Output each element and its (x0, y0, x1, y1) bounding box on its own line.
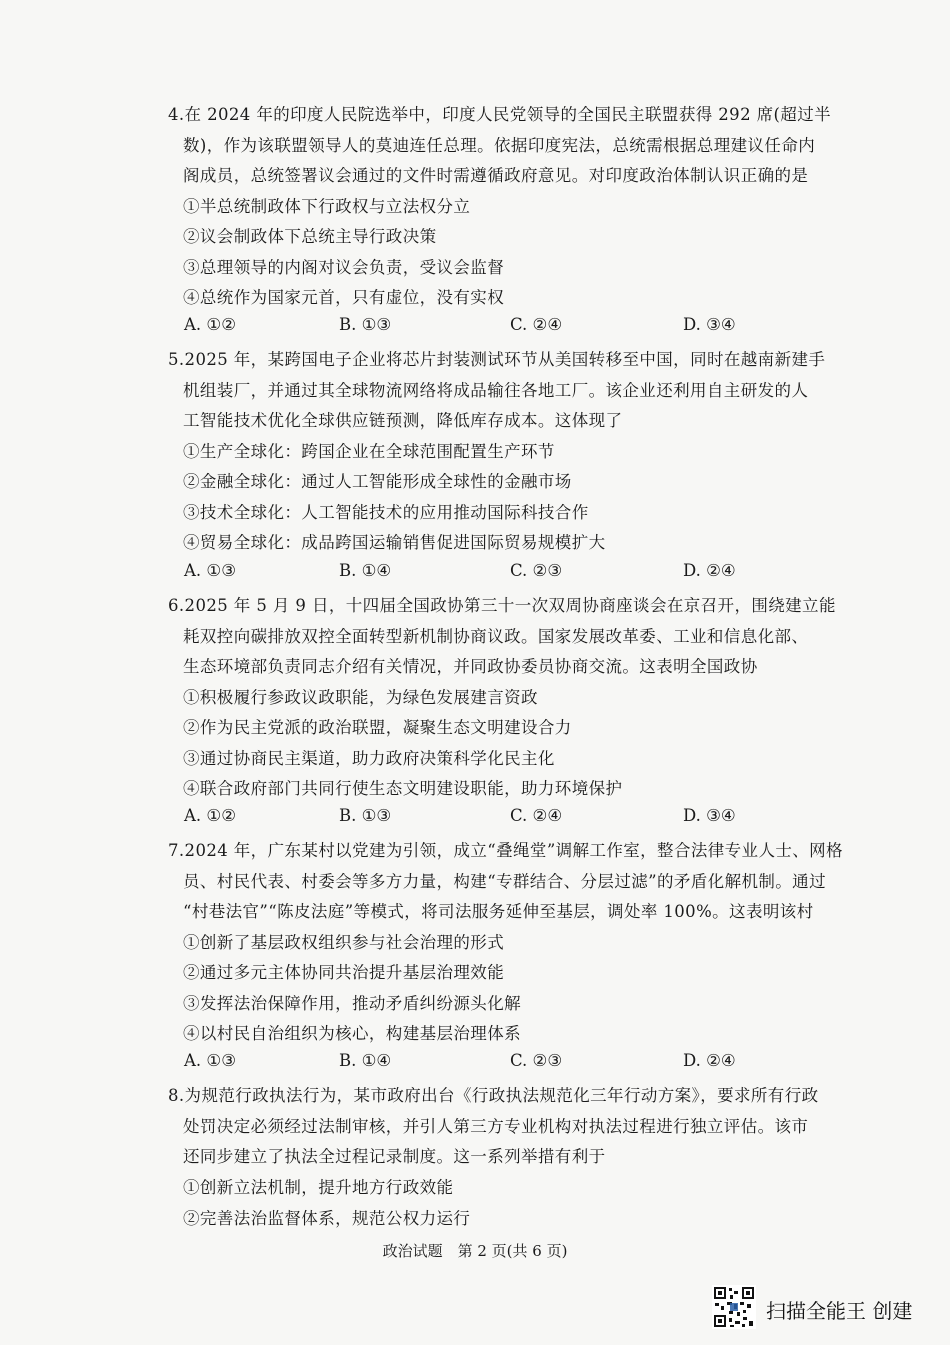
question-4-options (184, 315, 784, 339)
question-5-stem-line-3: 工智能技术优化全球供应链预测，降低库存成本。这体现了 (183, 411, 623, 430)
question-5-item-1: ①生产全球化：跨国企业在全球范围配置生产环节 (183, 442, 555, 461)
option-d: D. ③④ (683, 806, 736, 825)
question-8-item-1: ①创新立法机制，提升地方行政效能 (183, 1178, 454, 1197)
page-footer: 政治试题 第 2 页(共 6 页) (382, 1242, 568, 1260)
scanner-watermark (712, 1285, 942, 1331)
question-4-item-4: ④总统作为国家元首，只有虚位，没有实权 (183, 288, 505, 307)
qr-code-icon (712, 1285, 756, 1329)
question-6-stem-line-1: 6.2025 年 5 月 9 日，十四届全国政协第三十一次双周协商座谈会在京召开，围绕建立能 (168, 596, 836, 615)
question-4-stem-line-1: 4.在 2024 年的印度人民院选举中，印度人民党领导的全国民主联盟获得 292 席(超过半 (168, 105, 832, 124)
question-8-stem-line-3: 还同步建立了执法全过程记录制度。这一系列举措有利于 (183, 1147, 606, 1166)
question-7-item-4: ④以村民自治组织为核心，构建基层治理体系 (183, 1024, 521, 1043)
question-5-stem-line-2: 机组装厂，并通过其全球物流网络将成品输往各地工厂。该企业还利用自主研发的人 (183, 381, 809, 400)
question-6-stem-line-2: 耗双控向碳排放双控全面转型新机制协商议政。国家发展改革委、工业和信息化部、 (183, 627, 809, 646)
question-6-item-1: ①积极履行参政议政职能，为绿色发展建言资政 (183, 688, 538, 707)
option-d: D. ②④ (683, 1051, 736, 1070)
question-6-item-4: ④联合政府部门共同行使生态文明建设职能，助力环境保护 (183, 779, 623, 798)
question-5-options (184, 561, 784, 585)
option-c: C. ②③ (510, 1051, 563, 1070)
option-a: A. ①② (184, 315, 236, 334)
question-5-item-3: ③技术全球化：人工智能技术的应用推动国际科技合作 (183, 503, 589, 522)
question-4-stem-line-3: 阁成员，总统签署议会通过的文件时需遵循政府意见。对印度政治体制认识正确的是 (183, 166, 809, 185)
option-a: A. ①② (184, 806, 236, 825)
question-4-stem-line-2: 数)，作为该联盟领导人的莫迪连任总理。依据印度宪法，总统需根据总理建议任命内 (183, 136, 816, 155)
option-a: A. ①③ (184, 561, 236, 580)
question-8-stem-line-1: 8.为规范行政执法行为，某市政府出台《行政执法规范化三年行动方案》，要求所有行政 (168, 1086, 819, 1105)
option-c: C. ②③ (510, 561, 563, 580)
question-7-stem-line-2: 员、村民代表、村委会等多方力量，构建“专群结合、分层过滤”的矛盾化解机制。通过 (183, 872, 826, 891)
question-8-item-2: ②完善法治监督体系，规范公权力运行 (183, 1209, 471, 1228)
option-d: D. ③④ (683, 315, 736, 334)
question-7-item-1: ①创新了基层政权组织参与社会治理的形式 (183, 933, 505, 952)
question-8-stem-line-2: 处罚决定必须经过法制审核，并引人第三方专业机构对执法过程进行独立评估。该市 (183, 1117, 809, 1136)
question-7-item-2: ②通过多元主体协同共治提升基层治理效能 (183, 963, 505, 982)
option-b: B. ①③ (339, 315, 392, 334)
option-b: B. ①④ (339, 1051, 392, 1070)
question-4-item-2: ②议会制政体下总统主导行政决策 (183, 227, 437, 246)
question-7-item-3: ③发挥法治保障作用，推动矛盾纠纷源头化解 (183, 994, 521, 1013)
question-7-options (184, 1051, 784, 1075)
question-5-stem-line-1: 5.2025 年，某跨国电子企业将芯片封装测试环节从美国转移至中国，同时在越南新建手 (168, 350, 826, 369)
option-c: C. ②④ (510, 315, 563, 334)
question-6-options (184, 806, 784, 830)
option-c: C. ②④ (510, 806, 563, 825)
question-4-item-3: ③总理领导的内阁对议会负责，受议会监督 (183, 258, 505, 277)
question-6-item-3: ③通过协商民主渠道，助力政府决策科学化民主化 (183, 749, 555, 768)
option-b: B. ①④ (339, 561, 392, 580)
question-6-item-2: ②作为民主党派的政治联盟，凝聚生态文明建设合力 (183, 718, 572, 737)
question-7-stem-line-1: 7.2024 年，广东某村以党建为引领，成立“叠绳堂”调解工作室，整合法律专业人士、网格 (168, 841, 843, 860)
question-7-stem-line-3: “村巷法官”“陈皮法庭”等模式，将司法服务延伸至基层，调处率 100%。这表明该村 (183, 902, 814, 921)
watermark-text: 扫描全能王 创建 (766, 1299, 913, 1323)
question-4-item-1: ①半总统制政体下行政权与立法权分立 (183, 197, 471, 216)
question-5-item-2: ②金融全球化：通过人工智能形成全球性的金融市场 (183, 472, 572, 491)
option-d: D. ②④ (683, 561, 736, 580)
option-b: B. ①③ (339, 806, 392, 825)
question-5-item-4: ④贸易全球化：成品跨国运输销售促进国际贸易规模扩大 (183, 533, 606, 552)
option-a: A. ①③ (184, 1051, 236, 1070)
question-6-stem-line-3: 生态环境部负责同志介绍有关情况，并同政协委员协商交流。这表明全国政协 (183, 657, 758, 676)
